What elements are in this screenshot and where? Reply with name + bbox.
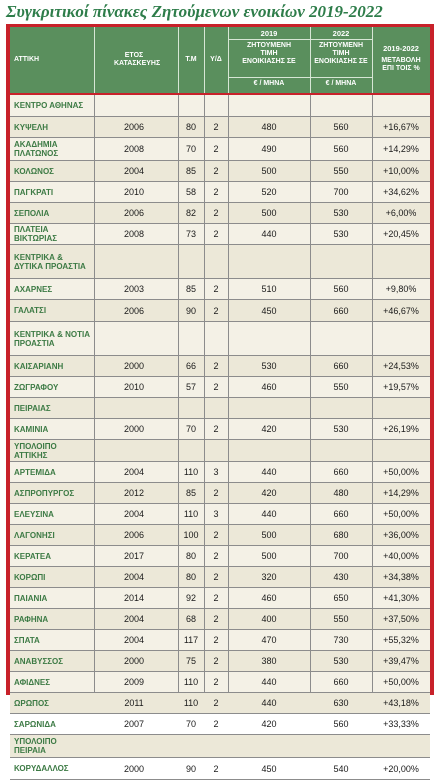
row-name: ΠΑΓΚΡΑΤΙ xyxy=(14,187,54,197)
section-row xyxy=(10,95,430,117)
row-rent-2022: 560 xyxy=(333,144,349,154)
row-change: +6,00% xyxy=(385,208,417,218)
row-year: 2010 xyxy=(123,187,145,197)
table-header xyxy=(10,27,430,93)
row-change: +26,19% xyxy=(383,424,419,434)
row-sqm: 66 xyxy=(185,361,196,371)
row-rent-2019: 440 xyxy=(261,677,277,687)
table-row xyxy=(10,356,430,377)
section-row xyxy=(10,245,430,279)
row-change: +20,00% xyxy=(383,763,419,774)
column-divider xyxy=(372,95,373,692)
row-sqm: 80 xyxy=(185,572,196,582)
row-sqm: 110 xyxy=(183,467,199,477)
row-change: +34,62% xyxy=(383,187,419,197)
row-rooms: 2 xyxy=(213,488,219,498)
row-sqm: 68 xyxy=(185,614,196,624)
header-unit-2019: € / ΜΗΝΑ xyxy=(253,80,285,87)
table-row xyxy=(10,300,430,322)
row-change: +50,00% xyxy=(383,467,419,477)
row-year: 2008 xyxy=(123,144,145,154)
header-area: ΑΤΤΙΚΗ xyxy=(14,56,40,63)
row-sqm: 85 xyxy=(185,284,196,294)
row-name: ΚΟΡΥΔΑΛΛΟΣ xyxy=(14,764,69,773)
row-rent-2019: 460 xyxy=(261,382,277,392)
row-change: +36,00% xyxy=(383,530,419,540)
row-rooms: 3 xyxy=(213,467,219,477)
row-rent-2019: 320 xyxy=(261,572,277,582)
table-body xyxy=(10,95,430,774)
row-rent-2019: 500 xyxy=(261,530,277,540)
row-sqm: 70 xyxy=(185,144,196,154)
column-divider xyxy=(204,95,205,692)
header-2022: 2022 xyxy=(332,29,350,38)
row-rooms: 2 xyxy=(213,614,219,624)
row-change: +55,32% xyxy=(383,635,419,645)
row-change: +14,29% xyxy=(383,488,419,498)
row-rent-2022: 630 xyxy=(333,698,349,708)
column-divider xyxy=(228,95,229,692)
row-sqm: 80 xyxy=(185,122,196,132)
row-sqm: 73 xyxy=(185,229,196,239)
row-rent-2022: 700 xyxy=(333,551,349,561)
row-change: +14,29% xyxy=(383,144,419,154)
section-row xyxy=(10,322,430,356)
row-name: ΑΡΤΕΜΙΔΑ xyxy=(14,467,56,477)
column-divider xyxy=(94,95,95,692)
row-name: ΡΑΦΗΝΑ xyxy=(14,614,49,624)
row-name: ΥΠΟΛΟΙΠΟ ΑΤΤΙΚΗΣ xyxy=(14,441,57,460)
row-name: ΚΑΜΙΝΙΑ xyxy=(14,424,49,434)
table-row xyxy=(10,588,430,609)
row-rent-2022: 550 xyxy=(333,166,349,176)
row-rent-2019: 450 xyxy=(261,305,277,316)
row-sqm: 57 xyxy=(185,382,196,392)
row-name: ΓΑΛΑΤΣΙ xyxy=(14,306,47,315)
table-row xyxy=(10,693,430,714)
header-asking-rent-2022: ΖΗΤΟΥΜΕΝΗ ΤΙΜΗ ΕΝΟΙΚΙΑΣΗΣ ΣΕ xyxy=(314,42,368,65)
row-rooms: 2 xyxy=(213,763,219,774)
row-rent-2019: 420 xyxy=(261,488,277,498)
table-row xyxy=(10,138,430,161)
row-sqm: 90 xyxy=(185,305,196,316)
row-rent-2022: 660 xyxy=(333,509,349,519)
row-rent-2022: 430 xyxy=(333,572,349,582)
row-rent-2019: 500 xyxy=(261,208,277,218)
row-rooms: 2 xyxy=(213,187,219,197)
row-rent-2019: 440 xyxy=(261,229,277,239)
row-change: +50,00% xyxy=(383,509,419,519)
row-sqm: 110 xyxy=(183,677,199,687)
row-year: 2004 xyxy=(123,509,145,519)
table-row xyxy=(10,672,430,693)
row-sqm: 82 xyxy=(185,208,196,218)
row-year: 2006 xyxy=(123,208,145,218)
row-rooms: 2 xyxy=(213,698,219,708)
header-asking-rent-2019: ΖΗΤΟΥΜΕΝΗ ΤΙΜΗ ΕΝΟΙΚΙΑΣΗΣ ΣΕ xyxy=(242,42,296,65)
table-row xyxy=(10,161,430,182)
row-name: ΑΦΙΔΝΕΣ xyxy=(14,677,51,687)
row-rooms: 2 xyxy=(213,305,219,316)
row-year: 2000 xyxy=(123,656,145,666)
row-name: ΣΠΑΤΑ xyxy=(14,635,40,645)
row-name: ΠΑΙΑΝΙΑ xyxy=(14,593,48,603)
row-name: ΠΕΙΡΑΙΑΣ xyxy=(14,403,51,413)
row-year: 2007 xyxy=(123,719,145,729)
row-sqm: 85 xyxy=(185,166,196,176)
row-rent-2019: 420 xyxy=(261,424,277,434)
table-row xyxy=(10,462,430,483)
row-rent-2022: 550 xyxy=(333,382,349,392)
row-rent-2022: 730 xyxy=(333,635,349,645)
row-rooms: 2 xyxy=(213,551,219,561)
row-year: 2011 xyxy=(124,698,144,708)
row-rent-2022: 660 xyxy=(333,305,349,316)
row-year: 2010 xyxy=(123,382,145,392)
row-year: 2004 xyxy=(123,614,145,624)
row-change: +41,30% xyxy=(383,593,419,603)
row-rent-2019: 420 xyxy=(261,719,277,729)
row-year: 2012 xyxy=(123,488,145,498)
table-row xyxy=(10,630,430,651)
row-name: ΚΕΡΑΤΕΑ xyxy=(14,551,51,561)
row-rooms: 2 xyxy=(213,635,219,645)
table-row xyxy=(10,203,430,224)
row-name: ΖΩΓΡΑΦΟΥ xyxy=(14,382,59,392)
row-rooms: 2 xyxy=(213,656,219,666)
row-rooms: 2 xyxy=(213,144,219,154)
row-rent-2022: 660 xyxy=(333,361,349,371)
row-name: ΕΛΕΥΣΙΝΑ xyxy=(14,509,54,519)
row-rooms: 2 xyxy=(213,572,219,582)
row-name: ΥΠΟΛΟΙΠΟ ΠΕΙΡΑΙΑ xyxy=(14,737,57,755)
row-rent-2019: 500 xyxy=(261,551,277,561)
page-title: Συγκριτικοί πίνακες Ζητούμενων ενοικίων 2019-2022 xyxy=(6,2,383,21)
row-change: +16,67% xyxy=(383,122,419,132)
row-rent-2022: 560 xyxy=(333,122,349,132)
row-year: 2003 xyxy=(123,284,145,294)
row-rooms: 2 xyxy=(213,719,219,729)
row-rent-2022: 700 xyxy=(333,187,349,197)
header-2019: 2019 xyxy=(260,29,278,38)
row-change: +19,57% xyxy=(383,382,419,392)
table-row xyxy=(10,714,430,735)
row-name: ΣΕΠΟΛΙΑ xyxy=(14,208,50,218)
row-year: 2004 xyxy=(123,572,145,582)
table-row xyxy=(10,419,430,440)
row-rent-2019: 380 xyxy=(261,656,277,666)
header-year-built: ΕΤΟΣ ΚΑΤΑΣΚΕΥΗΣ xyxy=(114,52,161,67)
row-name: ΚΑΙΣΑΡΙΑΝΗ xyxy=(14,361,64,371)
row-rent-2022: 540 xyxy=(333,763,349,774)
row-rooms: 2 xyxy=(213,593,219,603)
section-row xyxy=(10,735,430,758)
row-name: ΩΡΩΠΟΣ xyxy=(14,698,49,708)
row-rent-2019: 480 xyxy=(261,122,277,132)
row-rent-2022: 530 xyxy=(333,208,349,218)
row-name: ΑΣΠΡΟΠΥΡΓΟΣ xyxy=(14,488,75,498)
row-year: 2000 xyxy=(123,424,145,434)
header-period: 2019-2022 xyxy=(383,44,419,53)
header-rule xyxy=(228,77,372,78)
section-row xyxy=(10,398,430,419)
row-rent-2022: 530 xyxy=(333,656,349,666)
header-unit-2022: € / ΜΗΝΑ xyxy=(325,80,357,87)
row-year: 2000 xyxy=(123,763,145,774)
row-rent-2019: 440 xyxy=(261,509,277,519)
table-row xyxy=(10,483,430,504)
table-row xyxy=(10,567,430,588)
row-rooms: 2 xyxy=(213,166,219,176)
header-divider xyxy=(228,27,229,93)
row-name: ΚΕΝΤΡΙΚΑ & ΝΟΤΙΑ ΠΡΟΑΣΤΙΑ xyxy=(14,329,90,348)
row-year: 2006 xyxy=(123,122,145,132)
header-change: ΜΕΤΑΒΟΛΗ ΕΠΙ ΤΟΙΣ % xyxy=(381,57,421,72)
row-year: 2014 xyxy=(123,593,145,603)
table-row xyxy=(10,525,430,546)
row-change: +37,50% xyxy=(383,614,419,624)
row-sqm: 70 xyxy=(185,424,196,434)
row-change: +34,38% xyxy=(383,572,419,582)
row-sqm: 80 xyxy=(185,551,196,561)
row-change: +24,53% xyxy=(383,361,419,371)
header-divider xyxy=(178,27,179,93)
row-name: ΠΛΑΤΕΙΑ ΒΙΚΤΩΡΙΑΣ xyxy=(14,225,58,243)
table-row xyxy=(10,279,430,300)
row-name: ΛΑΓΟΝΗΣΙ xyxy=(14,530,55,540)
row-rent-2019: 520 xyxy=(261,187,277,197)
header-sqm: Τ.Μ xyxy=(185,56,197,63)
row-rent-2022: 680 xyxy=(333,530,349,540)
row-rooms: 2 xyxy=(213,361,219,371)
row-rent-2019: 460 xyxy=(261,593,277,603)
row-rent-2022: 660 xyxy=(333,467,349,477)
row-sqm: 100 xyxy=(183,530,199,540)
row-rent-2022: 650 xyxy=(333,593,349,603)
row-name: ΚΟΛΩΝΟΣ xyxy=(14,166,54,176)
row-year: 2017 xyxy=(123,551,145,561)
row-name: ΣΑΡΩΝΙΔΑ xyxy=(14,719,56,729)
row-rent-2019: 400 xyxy=(261,614,277,624)
row-change: +40,00% xyxy=(383,551,419,561)
row-year: 2009 xyxy=(123,677,145,687)
row-name: ΑΚΑΔΗΜΙΑ ΠΛΑΤΩΝΟΣ xyxy=(14,140,59,158)
row-name: ΚΟΡΩΠΙ xyxy=(14,572,46,582)
row-rooms: 2 xyxy=(213,284,219,294)
row-rooms: 2 xyxy=(213,208,219,218)
row-year: 2008 xyxy=(123,229,145,239)
row-name: ΑΝΑΒΥΣΣΟΣ xyxy=(14,656,64,666)
row-sqm: 58 xyxy=(185,187,196,197)
column-divider xyxy=(178,95,179,692)
header-rule xyxy=(228,39,372,40)
row-rent-2019: 490 xyxy=(261,144,277,154)
row-change: +39,47% xyxy=(383,656,419,666)
header-divider xyxy=(204,27,205,93)
row-sqm: 85 xyxy=(185,488,196,498)
row-rent-2022: 560 xyxy=(333,719,349,729)
row-change: +50,00% xyxy=(383,677,419,687)
row-rent-2019: 440 xyxy=(261,698,277,708)
row-change: +9,80% xyxy=(385,284,417,294)
row-sqm: 110 xyxy=(183,698,199,708)
row-year: 2004 xyxy=(123,467,145,477)
row-rent-2019: 450 xyxy=(261,763,277,774)
row-rent-2019: 440 xyxy=(261,467,277,477)
row-rooms: 2 xyxy=(213,229,219,239)
row-rooms: 2 xyxy=(213,677,219,687)
header-divider xyxy=(310,27,311,93)
row-rooms: 3 xyxy=(213,509,219,519)
table-row xyxy=(10,758,430,780)
row-sqm: 117 xyxy=(183,635,199,645)
row-rent-2022: 550 xyxy=(333,614,349,624)
row-rent-2019: 510 xyxy=(261,284,277,294)
row-name: ΚΥΨΕΛΗ xyxy=(14,122,49,132)
row-rent-2022: 480 xyxy=(333,488,349,498)
row-name: ΚΕΝΤΡΟ ΑΘΗΝΑΣ xyxy=(14,101,84,110)
row-year: 2004 xyxy=(123,166,145,176)
row-change: +33,33% xyxy=(383,719,419,729)
row-change: +46,67% xyxy=(383,305,419,316)
row-rent-2019: 500 xyxy=(261,166,277,176)
row-year: 2006 xyxy=(123,530,145,540)
header-rooms: Υ/Δ xyxy=(210,56,222,63)
row-rent-2022: 530 xyxy=(333,229,349,239)
column-divider xyxy=(310,95,311,692)
row-sqm: 75 xyxy=(185,656,196,666)
row-rooms: 2 xyxy=(213,382,219,392)
row-change: +20,45% xyxy=(383,229,419,239)
row-change: +10,00% xyxy=(383,166,419,176)
row-rooms: 2 xyxy=(213,424,219,434)
table-row xyxy=(10,182,430,203)
section-row xyxy=(10,440,430,462)
table-row xyxy=(10,224,430,245)
row-rent-2019: 470 xyxy=(261,635,277,645)
row-rent-2022: 530 xyxy=(333,424,349,434)
table-row xyxy=(10,651,430,672)
row-rent-2022: 560 xyxy=(333,284,349,294)
row-year: 2004 xyxy=(123,635,145,645)
row-rent-2022: 660 xyxy=(333,677,349,687)
row-year: 2006 xyxy=(123,305,145,316)
row-name: ΑΧΑΡΝΕΣ xyxy=(14,284,53,294)
row-sqm: 90 xyxy=(185,763,196,774)
table-row xyxy=(10,609,430,630)
header-divider xyxy=(94,27,95,93)
header-divider xyxy=(372,27,373,93)
row-name: ΚΕΝΤΡΙΚΑ & ΔΥΤΙΚΑ ΠΡΟΑΣΤΙΑ xyxy=(14,252,86,271)
row-sqm: 110 xyxy=(183,509,199,519)
row-rent-2019: 530 xyxy=(261,361,277,371)
row-rooms: 2 xyxy=(213,530,219,540)
row-sqm: 92 xyxy=(185,593,196,603)
table-row xyxy=(10,546,430,567)
table-row xyxy=(10,117,430,138)
row-year: 2000 xyxy=(123,361,145,371)
row-sqm: 70 xyxy=(185,719,196,729)
row-rooms: 2 xyxy=(213,122,219,132)
row-change: +43,18% xyxy=(383,698,419,708)
table-row xyxy=(10,377,430,398)
table-row xyxy=(10,504,430,525)
